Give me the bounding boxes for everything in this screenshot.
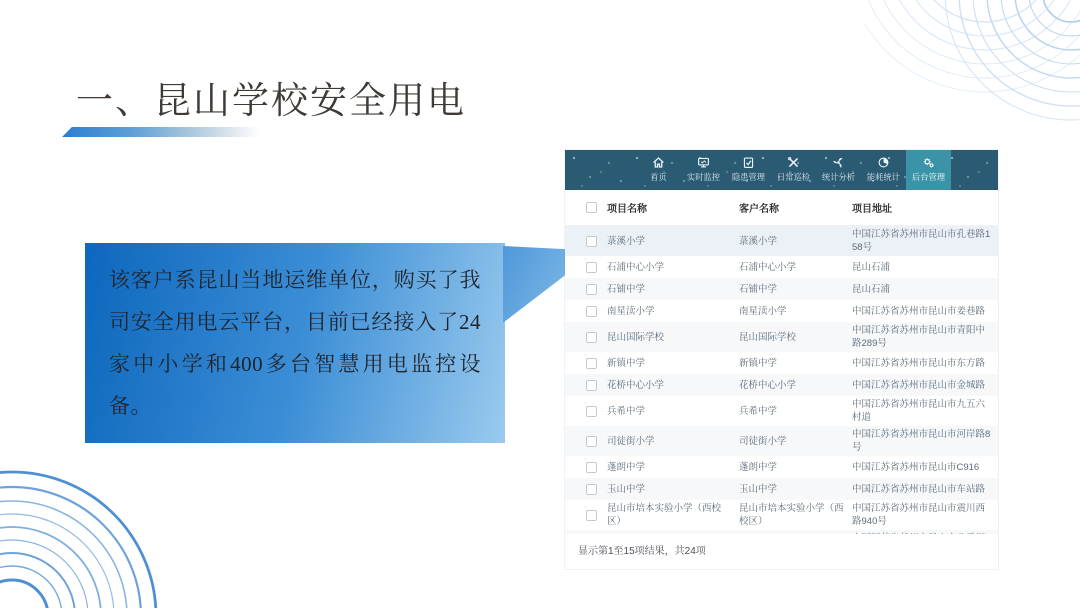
customer-name-cell: 菉溪小学 <box>739 235 778 247</box>
callout-box <box>85 243 505 443</box>
customer-name-cell: 石铺中学 <box>739 283 778 295</box>
table-row[interactable] <box>565 300 998 322</box>
nav-item-home[interactable]: 首页 <box>636 150 681 190</box>
table-row[interactable] <box>565 456 998 478</box>
row-checkbox[interactable] <box>586 436 597 447</box>
gears-icon <box>906 155 951 169</box>
project-address-cell: 昆山石浦 <box>852 283 891 295</box>
title-underline-bar <box>62 127 260 137</box>
callout-text: 该客户系昆山当地运维单位，购买了我司安全用电云平台，目前已经接入了24家中小学和400多台智慧用电监控设备。 <box>109 268 481 418</box>
project-name-cell: 兵希中学 <box>607 405 646 417</box>
project-name-cell: 昆山市培本实验小学（西校区） <box>607 503 722 527</box>
nav-item-statistics-analysis[interactable]: 统计分析 <box>816 150 861 190</box>
row-checkbox[interactable] <box>586 358 597 369</box>
customer-name-cell: 石浦中心小学 <box>739 261 797 273</box>
project-address-cell <box>852 532 998 534</box>
project-name-cell: 石铺中学 <box>607 283 646 295</box>
pagination-info: 显示第1至15项结果，共24项 <box>578 546 706 557</box>
app-screenshot-panel <box>565 150 998 569</box>
customer-name-cell: 玉山中学 <box>739 483 778 495</box>
table-row[interactable] <box>565 374 998 396</box>
project-address-cell: 中国江苏省苏州市昆山市金城路 <box>852 379 986 391</box>
project-name-cell: 花桥中心小学 <box>607 379 665 391</box>
project-address-cell: 中国江苏省苏州市昆山市青阳中路289号 <box>852 325 986 349</box>
customer-name-cell: 花桥中心小学 <box>739 379 797 391</box>
tools-icon <box>771 155 816 169</box>
app-navbar <box>565 150 998 190</box>
project-address-cell: 中国江苏省苏州市昆山市车站路 <box>852 483 986 495</box>
nav-item-hazard-management[interactable]: 隐患管理 <box>726 150 771 190</box>
project-name-cell: 南星渎小学 <box>607 305 655 317</box>
customer-name-cell: 南星渎小学 <box>739 305 787 317</box>
table-row[interactable] <box>565 256 998 278</box>
project-name-cell: 司徒街小学 <box>607 435 655 447</box>
project-address-cell: 中国江苏省苏州市昆山市孔巷路158号 <box>852 229 991 253</box>
column-header-customer-name: 客户名称 <box>739 204 779 215</box>
project-address-cell: 昆山石浦 <box>852 261 891 273</box>
project-address-cell: 中国江苏省苏州市昆山市河岸路8号 <box>852 429 991 453</box>
nav-item-energy-statistics[interactable]: 能耗统计 <box>861 150 906 190</box>
project-name-cell: 蓬朗中学 <box>607 461 646 473</box>
customer-name-cell: 司徒街小学 <box>739 435 787 447</box>
project-address-cell: 中国江苏省苏州市昆山市姜巷路 <box>852 305 986 317</box>
column-header-project-name: 项目名称 <box>607 204 647 215</box>
home-icon <box>636 155 681 169</box>
row-checkbox[interactable] <box>586 236 597 247</box>
customer-name-cell: 兵希中学 <box>739 405 778 417</box>
table-row[interactable] <box>565 500 998 530</box>
select-all-checkbox[interactable] <box>586 202 597 213</box>
row-checkbox[interactable] <box>586 510 597 521</box>
project-name-cell: 菉溪小学 <box>607 235 646 247</box>
row-checkbox[interactable] <box>586 332 597 343</box>
monitor-icon <box>681 155 726 169</box>
row-checkbox[interactable] <box>586 406 597 417</box>
row-checkbox[interactable] <box>586 484 597 495</box>
pie-chart-icon <box>861 155 906 169</box>
customer-name-cell: 昆山国际学校 <box>739 331 797 343</box>
rings-decoration-bottom-left <box>0 456 180 608</box>
project-name-cell: 昆山国际学校 <box>607 331 665 343</box>
nav-item-realtime-monitor[interactable]: 实时监控 <box>681 150 726 190</box>
project-name-cell: 新镇中学 <box>607 357 646 369</box>
customer-name-cell: 新镇中学 <box>739 357 778 369</box>
table-row[interactable] <box>565 352 998 374</box>
project-address-cell: 中国江苏省苏州市昆山市C916 <box>852 461 980 473</box>
customer-name-cell: 昆山市培本实验小学（西校区） <box>739 503 844 527</box>
table-row[interactable] <box>565 226 998 256</box>
project-name-cell: 石浦中心小学 <box>607 261 665 273</box>
clipboard-icon <box>726 155 771 169</box>
project-address-cell: 中国江苏省苏州市昆山市震川西路940号 <box>852 503 986 527</box>
row-checkbox[interactable] <box>586 462 597 473</box>
project-address-cell: 中国江苏省苏州市昆山市东方路 <box>852 357 986 369</box>
page-title: 一、昆山学校安全用电 <box>76 81 466 122</box>
table-row[interactable] <box>565 322 998 352</box>
row-checkbox[interactable] <box>586 284 597 295</box>
table-header-row <box>565 190 998 226</box>
nav-item-daily-inspection[interactable]: 日常巡检 <box>771 150 816 190</box>
table-row[interactable] <box>565 478 998 500</box>
table-row[interactable] <box>565 278 998 300</box>
nav-item-backend-management[interactable]: 后台管理 <box>906 150 951 190</box>
table-row[interactable] <box>565 396 998 426</box>
pinwheel-icon <box>816 155 861 169</box>
row-checkbox[interactable] <box>586 262 597 273</box>
rings-decoration-top-right <box>865 0 1080 140</box>
row-checkbox[interactable] <box>586 380 597 391</box>
table-row[interactable] <box>565 426 998 456</box>
project-name-cell: 玉山中学 <box>607 483 646 495</box>
customer-name-cell: 蓬朗中学 <box>739 461 778 473</box>
row-checkbox[interactable] <box>586 306 597 317</box>
table-body <box>565 226 998 534</box>
project-address-cell: 中国江苏省苏州市昆山市九五六村道 <box>852 399 986 423</box>
column-header-project-address: 项目地址 <box>852 204 892 215</box>
